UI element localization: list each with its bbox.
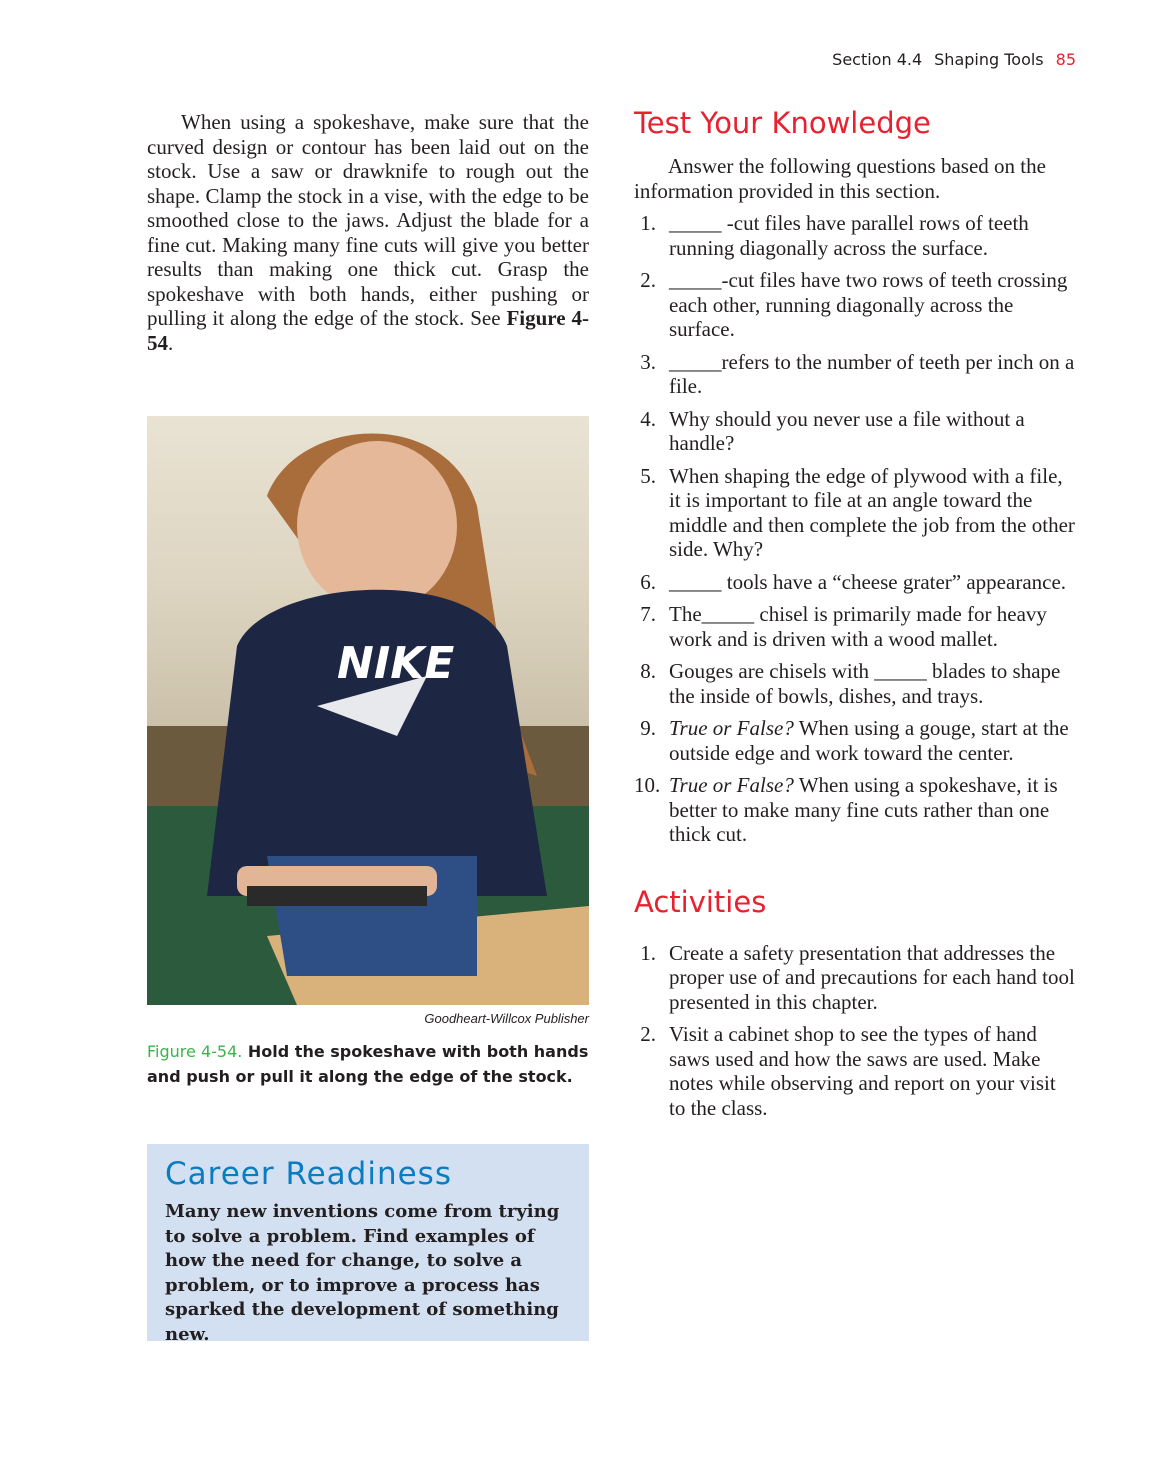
running-header [832, 50, 1076, 69]
test-intro: Answer the following questions based on the information provided in this section. [634, 154, 1046, 203]
list-item [634, 659, 1077, 708]
item-text: When shaping the edge of plywood with a file, it is important to file at an angle toward the middle and then complete the job from the other side. Why? [669, 463, 1075, 561]
list-item [634, 1022, 1077, 1120]
list-item [634, 941, 1077, 1015]
right-column [634, 106, 1077, 1128]
list-item [634, 773, 1077, 847]
item-text: When using a spokeshave, it is better to make many fine cuts rather than one thick cut. [669, 773, 1058, 846]
student-using-spokeshave-image [147, 416, 589, 1005]
item-number: 9. [640, 716, 656, 740]
list-item [634, 407, 1077, 456]
item-text: _____-cut files have two rows of teeth crossing each other, running diagonally across the surface. [669, 268, 1068, 341]
career-readiness-box [147, 1144, 589, 1345]
item-number: 8. [640, 659, 656, 683]
figure-caption [147, 1039, 589, 1089]
list-item [634, 268, 1077, 342]
item-number: 5. [640, 463, 656, 488]
true-false-label: True or False? [669, 773, 794, 797]
item-text: Create a safety presentation that addresses the proper use of and precautions for each hand tool presented in this chapter. [669, 940, 1075, 1014]
list-item [634, 464, 1077, 562]
question-list [634, 211, 1077, 847]
paragraph-text: When using a spokeshave, make sure that the curved design or contour has been laid out on the stock. Use a saw or drawknife to rough out the shape. Clamp the stock in a vise, with the edge to be smoothed close to the jaws. Adjust the blade for a fine cut. Making many fine cuts will give you better results than making one thick cut. Grasp the spokeshave with both hands, either pushing or pulling it along the edge of the stock. See [147, 110, 589, 330]
list-item [634, 716, 1077, 765]
figure-label: Figure 4-54. [147, 1042, 243, 1061]
shirt-logo: NIKE [337, 638, 455, 689]
page-number: 85 [1055, 50, 1076, 69]
item-text: _____ tools have a “cheese grater” appearance. [669, 569, 1067, 594]
item-text: When using a gouge, start at the outside edge and work toward the center. [669, 716, 1069, 765]
photo-credit: Goodheart-Willcox Publisher [424, 1011, 589, 1026]
list-item [634, 211, 1077, 260]
caption-text: Hold the spokeshave with both hands and push or pull it along the edge of the stock. [147, 1042, 589, 1086]
paragraph-end: . [168, 330, 174, 355]
item-text: _____ -cut files have parallel rows of teeth running diagonally across the surface. [669, 211, 1029, 260]
activity-list [634, 941, 1077, 1121]
career-readiness-text: Many new inventions come from trying to solve a problem. Find examples of how the need for change, to solve a problem, or to improve a process has sparked the development of something new. [165, 1201, 560, 1345]
section-title: Shaping Tools [934, 50, 1044, 69]
career-readiness-title: Career Readiness [165, 1156, 452, 1192]
item-number: 3. [640, 349, 656, 374]
item-number: 10. [634, 773, 661, 797]
activities-section [634, 885, 1077, 1121]
activities-heading: Activities [634, 884, 767, 919]
test-your-knowledge-heading: Test Your Knowledge [634, 106, 931, 140]
list-item [634, 602, 1077, 651]
list-item [634, 350, 1077, 399]
item-text: Gouges are chisels with _____ blades to shape the inside of bowls, dishes, and trays. [669, 659, 1061, 708]
item-text: Why should you never use a file without a handle? [669, 406, 1025, 455]
item-number: 1. [640, 940, 656, 965]
section-number: Section 4.4 [832, 50, 923, 69]
item-number: 2. [640, 268, 656, 292]
body-paragraph [147, 110, 589, 355]
list-item [634, 570, 1077, 595]
figure-photo [147, 416, 589, 1005]
true-false-label: True or False? [669, 716, 794, 740]
item-text: _____refers to the number of teeth per inch on a file. [669, 349, 1075, 398]
left-column [147, 110, 589, 355]
item-number: 1. [640, 211, 656, 235]
item-number: 4. [640, 406, 656, 431]
item-number: 2. [640, 1022, 656, 1046]
item-text: Visit a cabinet shop to see the types of hand saws used and how the saws are used. Make notes while observing and report on your visit to the class. [669, 1022, 1056, 1120]
item-number: 7. [640, 602, 656, 626]
item-text: The_____ chisel is primarily made for heavy work and is driven with a wood mallet. [669, 602, 1047, 651]
item-number: 6. [640, 569, 656, 594]
figure-reference: Figure 4-54 [147, 306, 589, 355]
